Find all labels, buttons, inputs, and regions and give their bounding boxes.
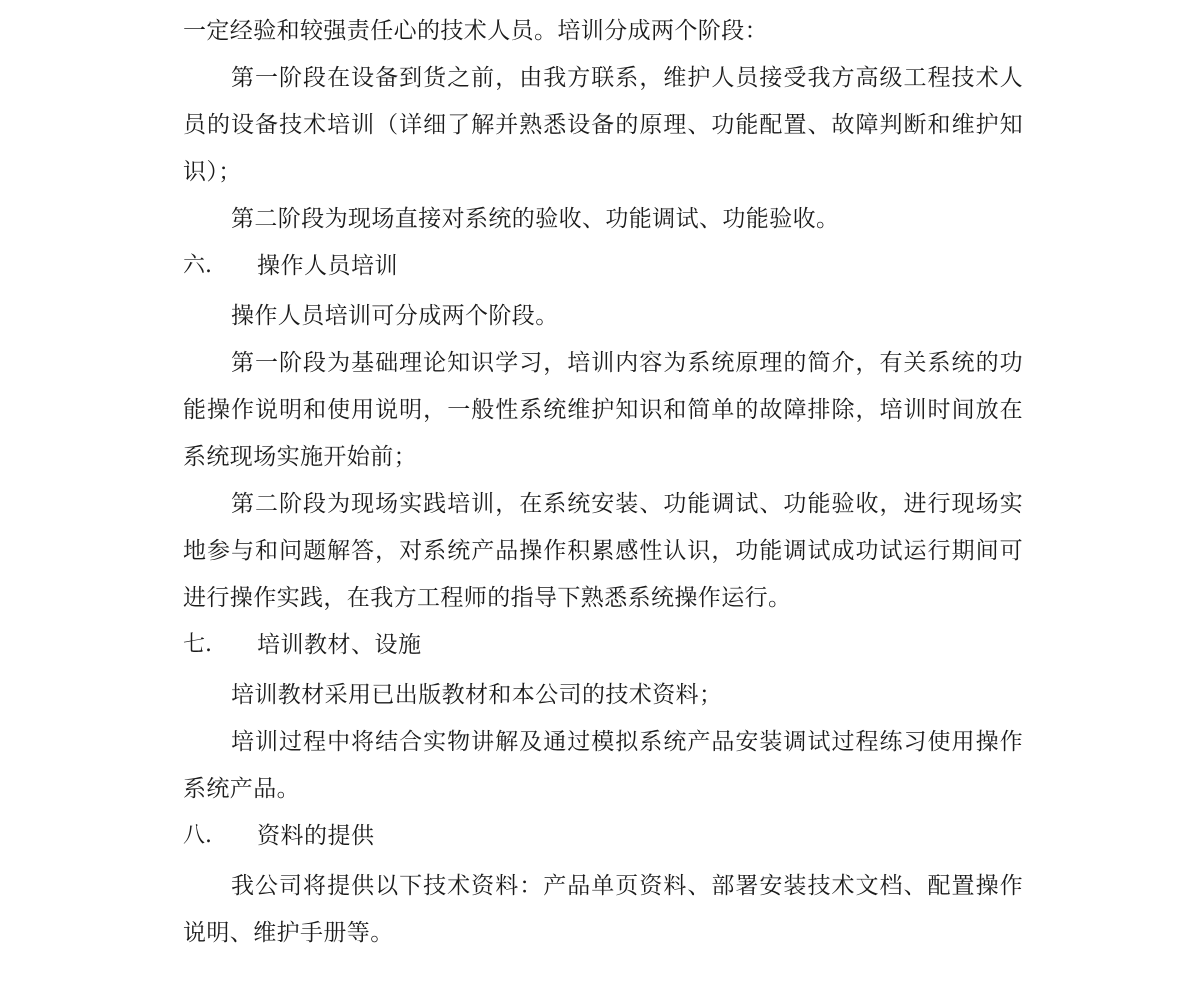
section-title: 操作人员培训: [257, 252, 398, 279]
section-title: 培训教材、设施: [257, 631, 422, 658]
section-title: 资料的提供: [257, 822, 375, 849]
paragraph: 一定经验和较强责任心的技术人员。培训分成两个阶段：: [183, 18, 768, 44]
section-heading-operator-training: [183, 243, 1023, 283]
paragraph: 第一阶段在设备到货之前，由我方联系，维护人员接受我方高级工程技术人员的设备技术培训（详细了解并熟悉设备的原理、功能配置、故障判断和维护知识）；: [183, 65, 1023, 185]
paragraph: 操作人员培训可分成两个阶段。: [231, 303, 559, 329]
section-number: 八.: [183, 822, 212, 848]
section-heading-training-materials: [183, 622, 1023, 662]
section-number: 六.: [183, 252, 212, 278]
paragraph: 我公司将提供以下技术资料：产品单页资料、部署安装技术文档、配置操作说明、维护手册等。: [183, 873, 1023, 946]
paragraph: 培训过程中将结合实物讲解及通过模拟系统产品安装调试过程练习使用操作系统产品。: [183, 729, 1023, 802]
section-heading-documentation: [183, 813, 1023, 853]
paragraph: 第二阶段为现场直接对系统的验收、功能调试、功能验收。: [231, 206, 840, 232]
paragraph: 第二阶段为现场实践培训，在系统安装、功能调试、功能验收，进行现场实地参与和问题解答，对系统产品操作积累感性认识，功能调试成功试运行期间可进行操作实践，在我方工程师的指导下熟悉系统操作运行。: [183, 491, 1023, 611]
document-page: [183, 8, 1023, 957]
paragraph: 培训教材采用已出版教材和本公司的技术资料；: [231, 682, 723, 708]
section-number: 七.: [183, 631, 212, 657]
paragraph: 第一阶段为基础理论知识学习，培训内容为系统原理的简介，有关系统的功能操作说明和使用说明，一般性系统维护知识和简单的故障排除，培训时间放在系统现场实施开始前；: [183, 350, 1023, 470]
